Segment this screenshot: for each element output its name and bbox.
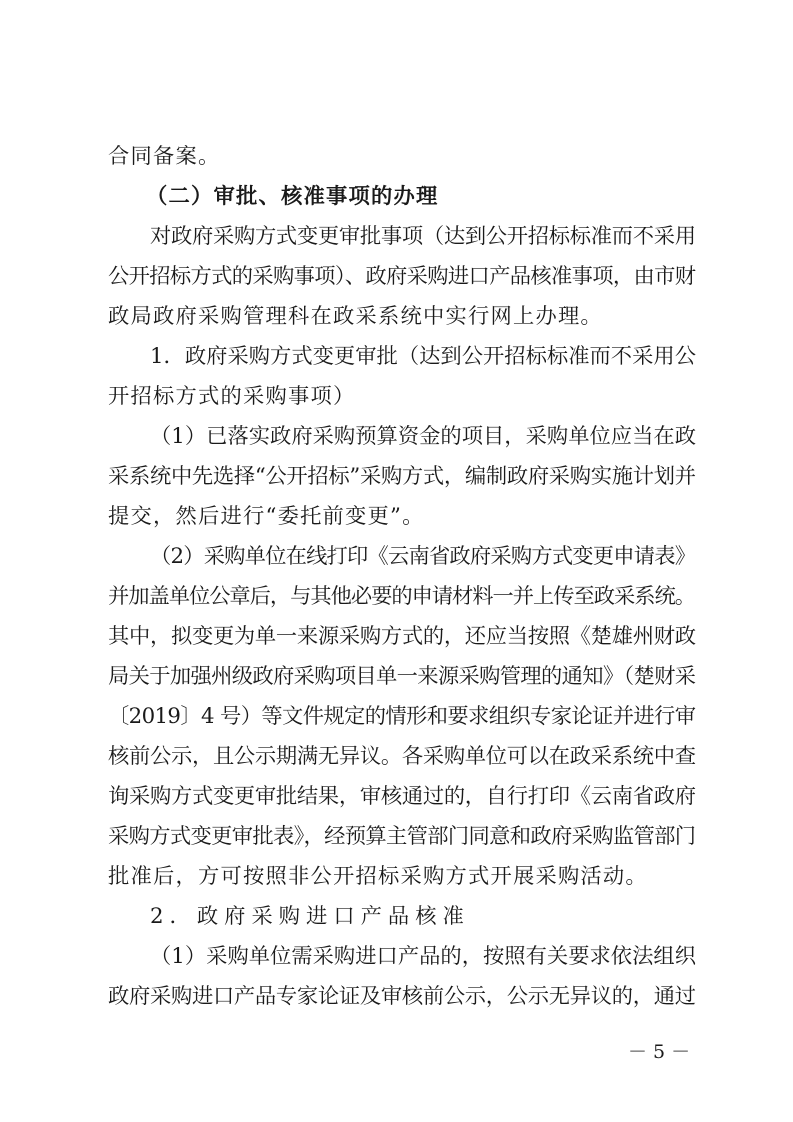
body-text-line: 对政府采购方式变更审批事项（达到公开招标标准而不采用 (150, 224, 696, 249)
body-text-line: 2．政府采购进口产品核准 (150, 904, 470, 929)
body-text-line: 开招标方式的采购事项） (108, 384, 356, 409)
body-text-line: （1）采购单位需采购进口产品的，按照有关要求依法组织 (150, 944, 696, 969)
body-text-line: 1．政府采购方式变更审批（达到公开招标标准而不采用公 (150, 344, 696, 369)
body-text-line: 政府采购进口产品专家论证及审核前公示，公示无异议的，通过 (108, 984, 696, 1009)
body-text-line: 〔2019〕4 号）等文件规定的情形和要求组织专家论证并进行审 (108, 704, 696, 729)
body-text-line: 政局政府采购管理科在政采系统中实行网上办理。 (108, 304, 603, 329)
body-text-line: 其中，拟变更为单一来源采购方式的，还应当按照《楚雄州财政 (108, 624, 696, 649)
body-text-line: （2）采购单位在线打印《云南省政府采购方式变更申请表》 (150, 544, 696, 569)
body-text-line: 采系统中先选择“公开招标”采购方式，编制政府采购实施计划并 (108, 464, 696, 489)
body-text-line: 提交，然后进行“委托前变更”。 (108, 504, 425, 529)
body-text-line: 核前公示，且公示期满无异议。各采购单位可以在政采系统中查 (108, 744, 696, 769)
body-text-line: 批准后，方可按照非公开招标采购方式开展采购活动。 (108, 864, 648, 889)
body-text-line: 询采购方式变更审批结果，审核通过的，自行打印《云南省政府 (108, 784, 696, 809)
body-text-line: 采购方式变更审批表》，经预算主管部门同意和政府采购监管部门 (108, 824, 696, 849)
page-number: － 5 － (628, 1041, 691, 1063)
body-text-line: 合同备案。 (108, 144, 221, 169)
section-heading: （二）审批、核准事项的办理 (146, 184, 439, 209)
body-text-line: 并加盖单位公章后，与其他必要的申请材料一并上传至政采系统。 (108, 584, 695, 609)
body-text-line: 公开招标方式的采购事项）、政府采购进口产品核准事项，由市财 (108, 264, 696, 289)
body-text-line: 局关于加强州级政府采购项目单一来源采购管理的通知》（楚财采 (108, 664, 696, 689)
body-text-line: （1）已落实政府采购预算资金的项目，采购单位应当在政 (150, 424, 696, 449)
